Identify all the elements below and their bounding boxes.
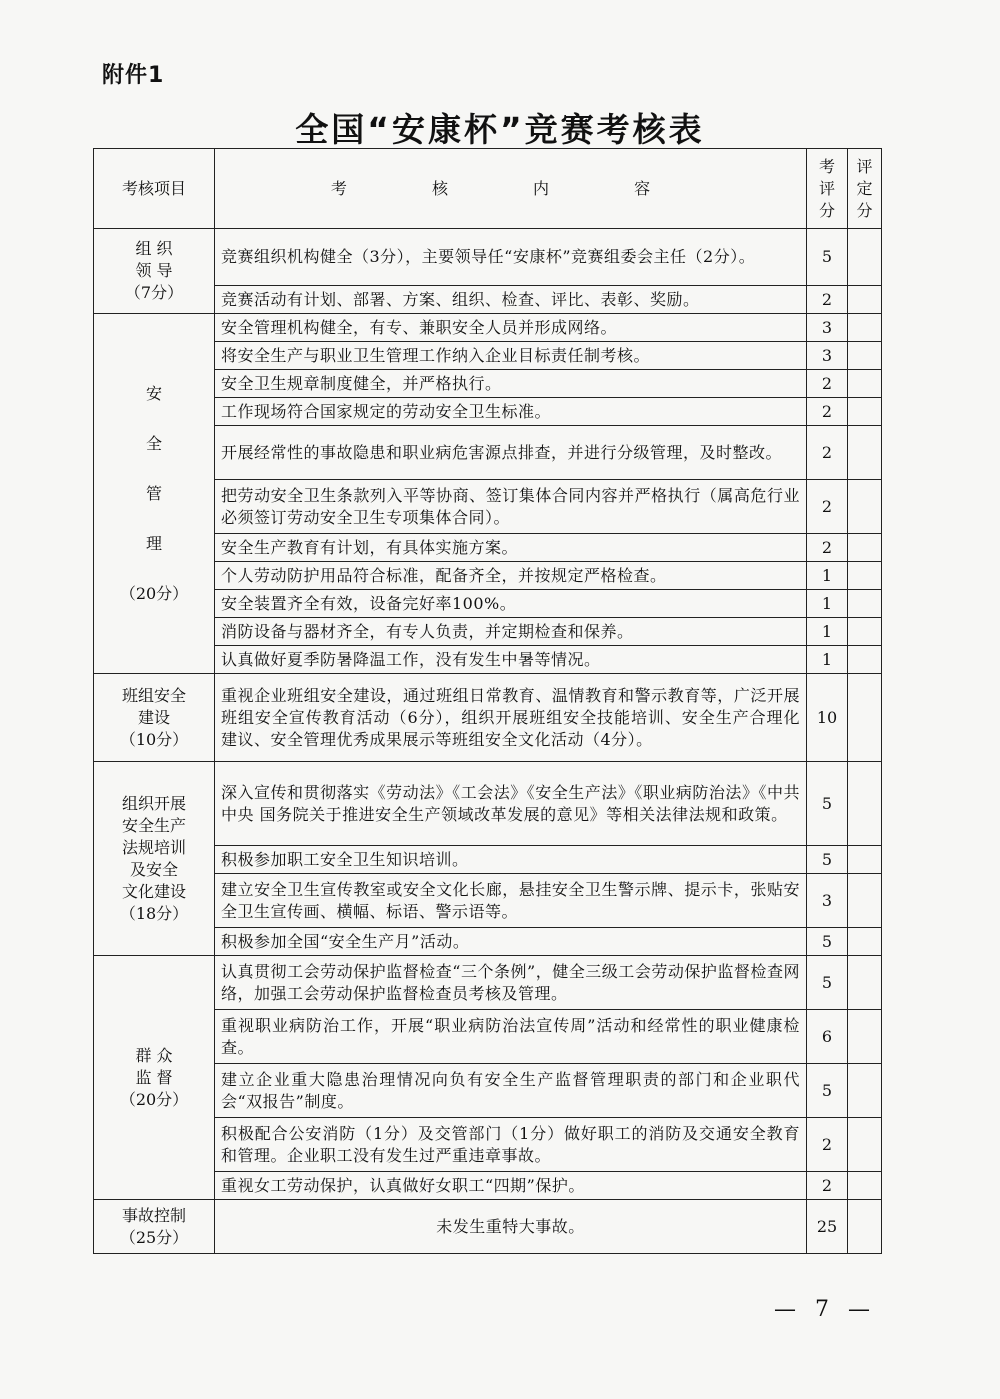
criteria-content: 建立安全卫生宣传教室或安全文化长廊，悬挂安全卫生警示牌、提示卡，张贴安全卫生宣传画、横幅、标语、警示语等。 [215, 874, 807, 928]
final-score-cell [848, 1118, 882, 1172]
table-header-row [94, 149, 882, 229]
score-cell: 2 [807, 534, 848, 562]
score-cell: 5 [807, 846, 848, 874]
criteria-content: 积极配合公安消防（1分）及交管部门（1分）做好职工的消防及交通安全教育和管理。企业职工没有发生过严重违章事故。 [215, 1118, 807, 1172]
category-points: （25分） [119, 1227, 189, 1247]
score-cell: 6 [807, 1010, 848, 1064]
table-row [94, 762, 882, 846]
table-row [94, 956, 882, 1010]
final-score-cell [848, 480, 882, 534]
assessment-table [93, 148, 882, 1254]
category-points: （18分） [119, 903, 189, 923]
criteria-content: 开展经常性的事故隐患和职业病危害源点排查，并进行分级管理，及时整改。 [215, 426, 807, 480]
final-score-cell [848, 1200, 882, 1254]
final-score-cell [848, 956, 882, 1010]
score-cell: 2 [807, 398, 848, 426]
category-name-line: 理 [145, 533, 162, 553]
criteria-content: 消防设备与器材齐全，有专人负责，并定期检查和保养。 [215, 618, 807, 646]
category-name-line: 全 [145, 433, 162, 453]
category-points: （10分） [119, 729, 189, 749]
final-score-cell [848, 1172, 882, 1200]
score-cell: 1 [807, 618, 848, 646]
final-score-cell [848, 342, 882, 370]
criteria-content: 重视女工劳动保护，认真做好女职工“四期”保护。 [215, 1172, 807, 1200]
criteria-content: 安全生产教育有计划，有具体实施方案。 [215, 534, 807, 562]
category-cell [94, 229, 215, 314]
score-cell: 5 [807, 928, 848, 956]
category-name-line: 安 [145, 383, 162, 403]
criteria-content: 认真贯彻工会劳动保护监督检查“三个条例”，健全三级工会劳动保护监督检查网络，加强工会劳动保护监督检查员考核及管理。 [215, 956, 807, 1010]
score-cell: 2 [807, 286, 848, 314]
final-score-cell [848, 398, 882, 426]
category-cell [94, 314, 215, 674]
final-score-cell [848, 846, 882, 874]
criteria-content: 建立企业重大隐患治理情况向负有安全生产监督管理职责的部门和企业职代会“双报告”制度。 [215, 1064, 807, 1118]
score-cell: 1 [807, 590, 848, 618]
category-cell [94, 1200, 215, 1254]
final-score-cell [848, 618, 882, 646]
score-cell: 2 [807, 426, 848, 480]
table-row [94, 314, 882, 342]
final-score-cell [848, 370, 882, 398]
score-cell: 5 [807, 229, 848, 286]
column-header-final: 评定分 [848, 149, 882, 229]
final-score-cell [848, 534, 882, 562]
column-header-item: 考核项目 [94, 149, 215, 229]
category-name-line: 安全生产 [121, 815, 186, 835]
criteria-content: 重视企业班组安全建设，通过班组日常教育、温情教育和警示教育等，广泛开展班组安全宣传教育活动（6分），组织开展班组安全技能培训、安全生产合理化建议、安全管理优秀成果展示等班组安全文化活动（4分）。 [215, 674, 807, 762]
category-cell [94, 956, 215, 1200]
final-score-cell [848, 762, 882, 846]
column-header-content: 考 核 内 容 [215, 149, 807, 229]
score-cell: 2 [807, 1172, 848, 1200]
final-score-cell [848, 426, 882, 480]
criteria-content: 工作现场符合国家规定的劳动安全卫生标准。 [215, 398, 807, 426]
final-score-cell [848, 314, 882, 342]
page-number: — 7 — [774, 1297, 876, 1322]
score-cell: 3 [807, 874, 848, 928]
category-name-line: 领 导 [135, 261, 173, 280]
criteria-content: 未发生重特大事故。 [215, 1200, 807, 1254]
score-cell: 5 [807, 762, 848, 846]
score-cell: 1 [807, 562, 848, 590]
score-cell: 2 [807, 1118, 848, 1172]
final-score-cell [848, 590, 882, 618]
category-name-line: 及安全 [129, 859, 178, 879]
category-name-line: 组织开展 [121, 793, 186, 813]
final-score-cell [848, 286, 882, 314]
criteria-content: 竞赛组织机构健全（3分），主要领导任“安康杯”竞赛组委会主任（2分）。 [215, 229, 807, 286]
score-cell: 5 [807, 956, 848, 1010]
category-name-line: 文化建设 [121, 881, 186, 901]
category-name-line: 组 织 [135, 239, 173, 258]
criteria-content: 把劳动安全卫生条款列入平等协商、签订集体合同内容并严格执行（属高危行业必须签订劳动安全卫生专项集体合同）。 [215, 480, 807, 534]
category-name-line: 法规培训 [121, 837, 186, 857]
category-cell [94, 762, 215, 956]
category-name-line: 群 众 [135, 1045, 173, 1065]
table-row [94, 674, 882, 762]
criteria-content: 积极参加全国“安全生产月”活动。 [215, 928, 807, 956]
category-name-line: 管 [145, 483, 162, 503]
criteria-content: 安全管理机构健全，有专、兼职安全人员并形成网络。 [215, 314, 807, 342]
category-points: （20分） [119, 583, 189, 603]
final-score-cell [848, 562, 882, 590]
score-cell: 25 [807, 1200, 848, 1254]
criteria-content: 安全装置齐全有效，设备完好率100%。 [215, 590, 807, 618]
attachment-label: 附件1 [102, 63, 165, 88]
document-title: 全国“安康杯”竞赛考核表 [295, 110, 705, 149]
score-cell: 2 [807, 370, 848, 398]
category-cell [94, 674, 215, 762]
table-row [94, 229, 882, 286]
final-score-cell [848, 229, 882, 286]
final-score-cell [848, 874, 882, 928]
category-points: （7分） [124, 283, 184, 302]
criteria-content: 将安全生产与职业卫生管理工作纳入企业目标责任制考核。 [215, 342, 807, 370]
category-name-line: 班组安全 [121, 685, 186, 705]
criteria-content: 深入宣传和贯彻落实《劳动法》《工会法》《安全生产法》《职业病防治法》《中共中央 国务院关于推进安全生产领域改革发展的意见》等相关法律法规和政策。 [215, 762, 807, 846]
criteria-content: 竞赛活动有计划、部署、方案、组织、检查、评比、表彰、奖励。 [215, 286, 807, 314]
category-name-line: 建设 [137, 707, 170, 727]
criteria-content: 个人劳动防护用品符合标准，配备齐全，并按规定严格检查。 [215, 562, 807, 590]
final-score-cell [848, 1010, 882, 1064]
final-score-cell [848, 646, 882, 674]
final-score-cell [848, 674, 882, 762]
category-name-line: 事故控制 [121, 1205, 186, 1225]
score-cell: 5 [807, 1064, 848, 1118]
final-score-cell [848, 928, 882, 956]
score-cell: 1 [807, 646, 848, 674]
criteria-content: 重视职业病防治工作，开展“职业病防治法宣传周”活动和经常性的职业健康检查。 [215, 1010, 807, 1064]
table-body [94, 229, 882, 1254]
table-row [94, 1200, 882, 1254]
criteria-content: 积极参加职工安全卫生知识培训。 [215, 846, 807, 874]
column-header-score: 考评分 [807, 149, 848, 229]
category-points: （20分） [119, 1089, 189, 1109]
criteria-content: 认真做好夏季防暑降温工作，没有发生中暑等情况。 [215, 646, 807, 674]
score-cell: 3 [807, 314, 848, 342]
criteria-content: 安全卫生规章制度健全，并严格执行。 [215, 370, 807, 398]
score-cell: 10 [807, 674, 848, 762]
category-name-line: 监 督 [135, 1067, 173, 1087]
score-cell: 3 [807, 342, 848, 370]
score-cell: 2 [807, 480, 848, 534]
final-score-cell [848, 1064, 882, 1118]
